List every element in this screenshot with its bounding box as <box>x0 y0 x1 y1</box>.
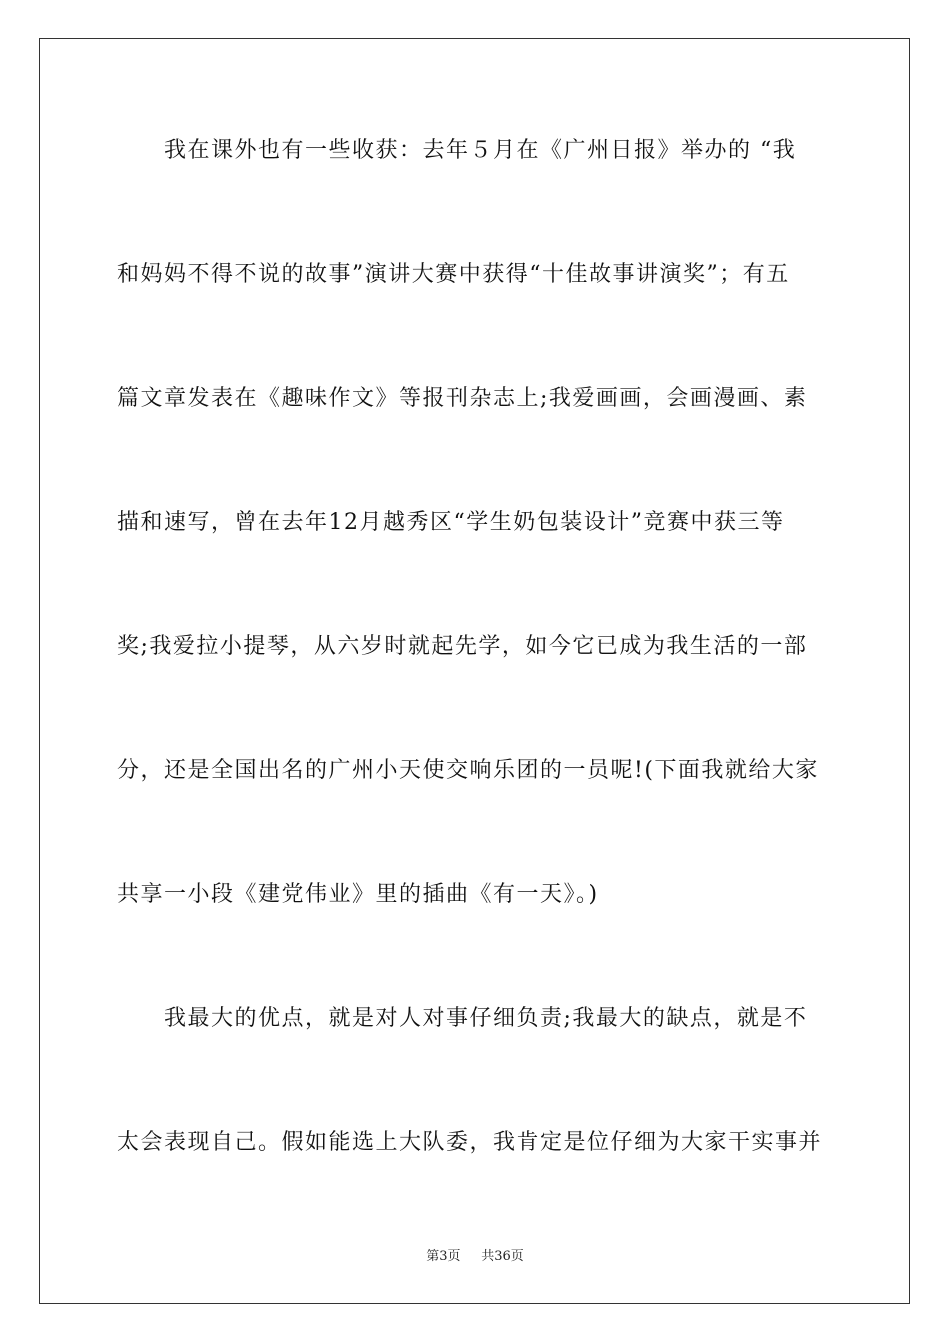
paragraph-1-line-7: 共享一小段《建党伟业》里的插曲《有一天》。) <box>117 882 599 907</box>
paragraph-1-line-4: 描和速写，曾在去年12月越秀区“学生奶包装设计”竞赛中获三等 <box>117 510 785 535</box>
paragraph-2-line-2: 太会表现自己。假如能选上大队委，我肯定是位仔细为大家干实事并 <box>117 1130 823 1155</box>
total-pages: 共36页 <box>481 1249 524 1264</box>
page-number: 第3页 <box>426 1249 461 1264</box>
paragraph-2-line-1: 我最大的优点，就是对人对事仔细负责;我最大的缺点，就是不 <box>164 1006 808 1031</box>
paragraph-1-line-2: 和妈妈不得不说的故事”演讲大赛中获得“十佳故事讲演奖”；有五 <box>117 262 790 287</box>
page-footer <box>0 1249 950 1265</box>
paragraph-1-line-1: 我在课外也有一些收获：去年５月在《广州日报》举办的 “我 <box>164 138 797 163</box>
paragraph-1-line-3: 篇文章发表在《趣味作文》等报刊杂志上;我爱画画，会画漫画、素 <box>117 386 808 411</box>
paragraph-1-line-5: 奖;我爱拉小提琴，从六岁时就起先学，如今它已成为我生活的一部 <box>117 634 808 659</box>
paragraph-1-line-6: 分，还是全国出名的广州小天使交响乐团的一员呢!(下面我就给大家 <box>117 758 819 783</box>
page-border <box>39 38 910 1304</box>
